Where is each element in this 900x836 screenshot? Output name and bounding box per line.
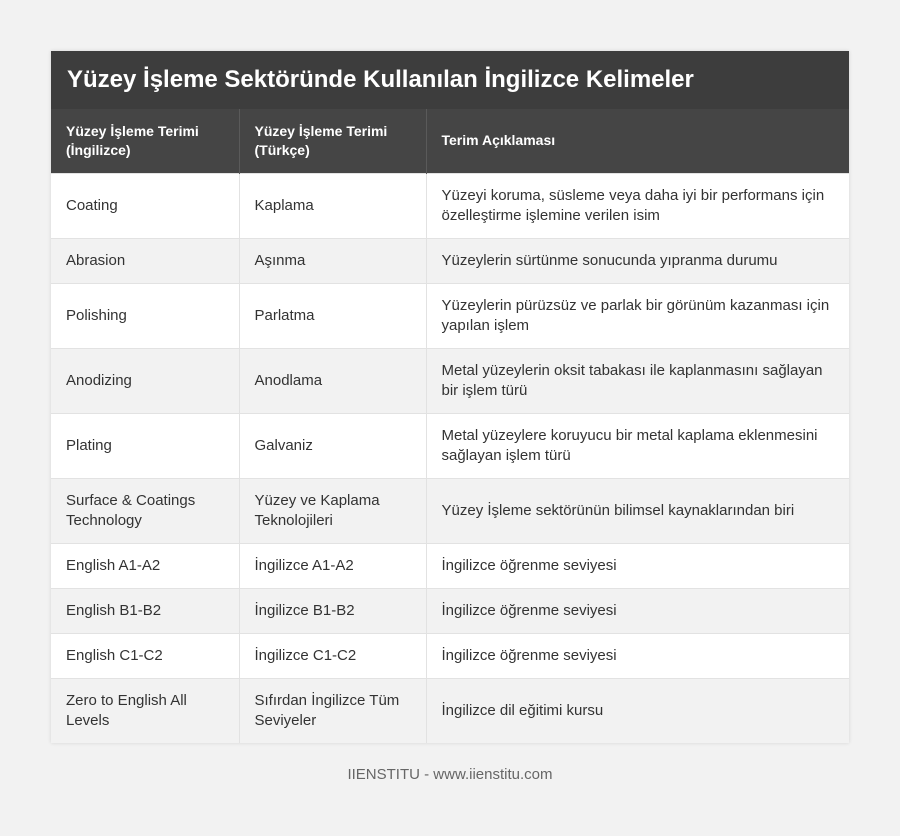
cell-english: Surface & Coatings Technology (51, 478, 239, 543)
table-row (51, 173, 849, 238)
cell-turkish: Galvaniz (239, 413, 426, 478)
cell-turkish: Aşınma (239, 238, 426, 283)
cell-english: English C1-C2 (51, 633, 239, 678)
table-card (51, 51, 849, 743)
cell-description: İngilizce öğrenme seviyesi (426, 633, 849, 678)
cell-turkish: İngilizce A1-A2 (239, 543, 426, 588)
footer-credit: IIENSTITU - www.iienstitu.com (347, 766, 553, 783)
table-row (51, 283, 849, 348)
cell-description: Yüzeyi koruma, süsleme veya daha iyi bir performans için özelleştirme işlemine verilen isim (426, 173, 849, 238)
cell-description: Metal yüzeylere koruyucu bir metal kaplama eklenmesini sağlayan işlem türü (426, 413, 849, 478)
cell-description: Yüzeylerin sürtünme sonucunda yıpranma durumu (426, 238, 849, 283)
cell-description: İngilizce öğrenme seviyesi (426, 588, 849, 633)
cell-turkish: İngilizce B1-B2 (239, 588, 426, 633)
table-row (51, 678, 849, 743)
cell-turkish: Yüzey ve Kaplama Teknolojileri (239, 478, 426, 543)
header-english-term: Yüzey İşleme Terimi (İngilizce) (51, 109, 239, 173)
table-row (51, 348, 849, 413)
table-row (51, 543, 849, 588)
table-row (51, 413, 849, 478)
table-title: Yüzey İşleme Sektöründe Kullanılan İngilizce Kelimeler (51, 51, 849, 109)
cell-description: İngilizce öğrenme seviyesi (426, 543, 849, 588)
header-turkish-term: Yüzey İşleme Terimi (Türkçe) (239, 109, 426, 173)
cell-english: Coating (51, 173, 239, 238)
table-row (51, 633, 849, 678)
cell-description: Metal yüzeylerin oksit tabakası ile kaplanmasını sağlayan bir işlem türü (426, 348, 849, 413)
cell-description: Yüzeylerin pürüzsüz ve parlak bir görünüm kazanması için yapılan işlem (426, 283, 849, 348)
cell-english: Plating (51, 413, 239, 478)
cell-turkish: Sıfırdan İngilizce Tüm Seviyeler (239, 678, 426, 743)
cell-turkish: Parlatma (239, 283, 426, 348)
cell-english: English B1-B2 (51, 588, 239, 633)
cell-english: Anodizing (51, 348, 239, 413)
table-row (51, 478, 849, 543)
cell-turkish: İngilizce C1-C2 (239, 633, 426, 678)
cell-english: Polishing (51, 283, 239, 348)
terms-table (51, 109, 849, 743)
table-row (51, 238, 849, 283)
cell-turkish: Anodlama (239, 348, 426, 413)
cell-description: İngilizce dil eğitimi kursu (426, 678, 849, 743)
table-row (51, 588, 849, 633)
cell-english: English A1-A2 (51, 543, 239, 588)
cell-english: Zero to English All Levels (51, 678, 239, 743)
cell-description: Yüzey İşleme sektörünün bilimsel kaynaklarından biri (426, 478, 849, 543)
cell-turkish: Kaplama (239, 173, 426, 238)
table-header-row (51, 109, 849, 173)
header-description: Terim Açıklaması (441, 132, 556, 149)
cell-english: Abrasion (51, 238, 239, 283)
